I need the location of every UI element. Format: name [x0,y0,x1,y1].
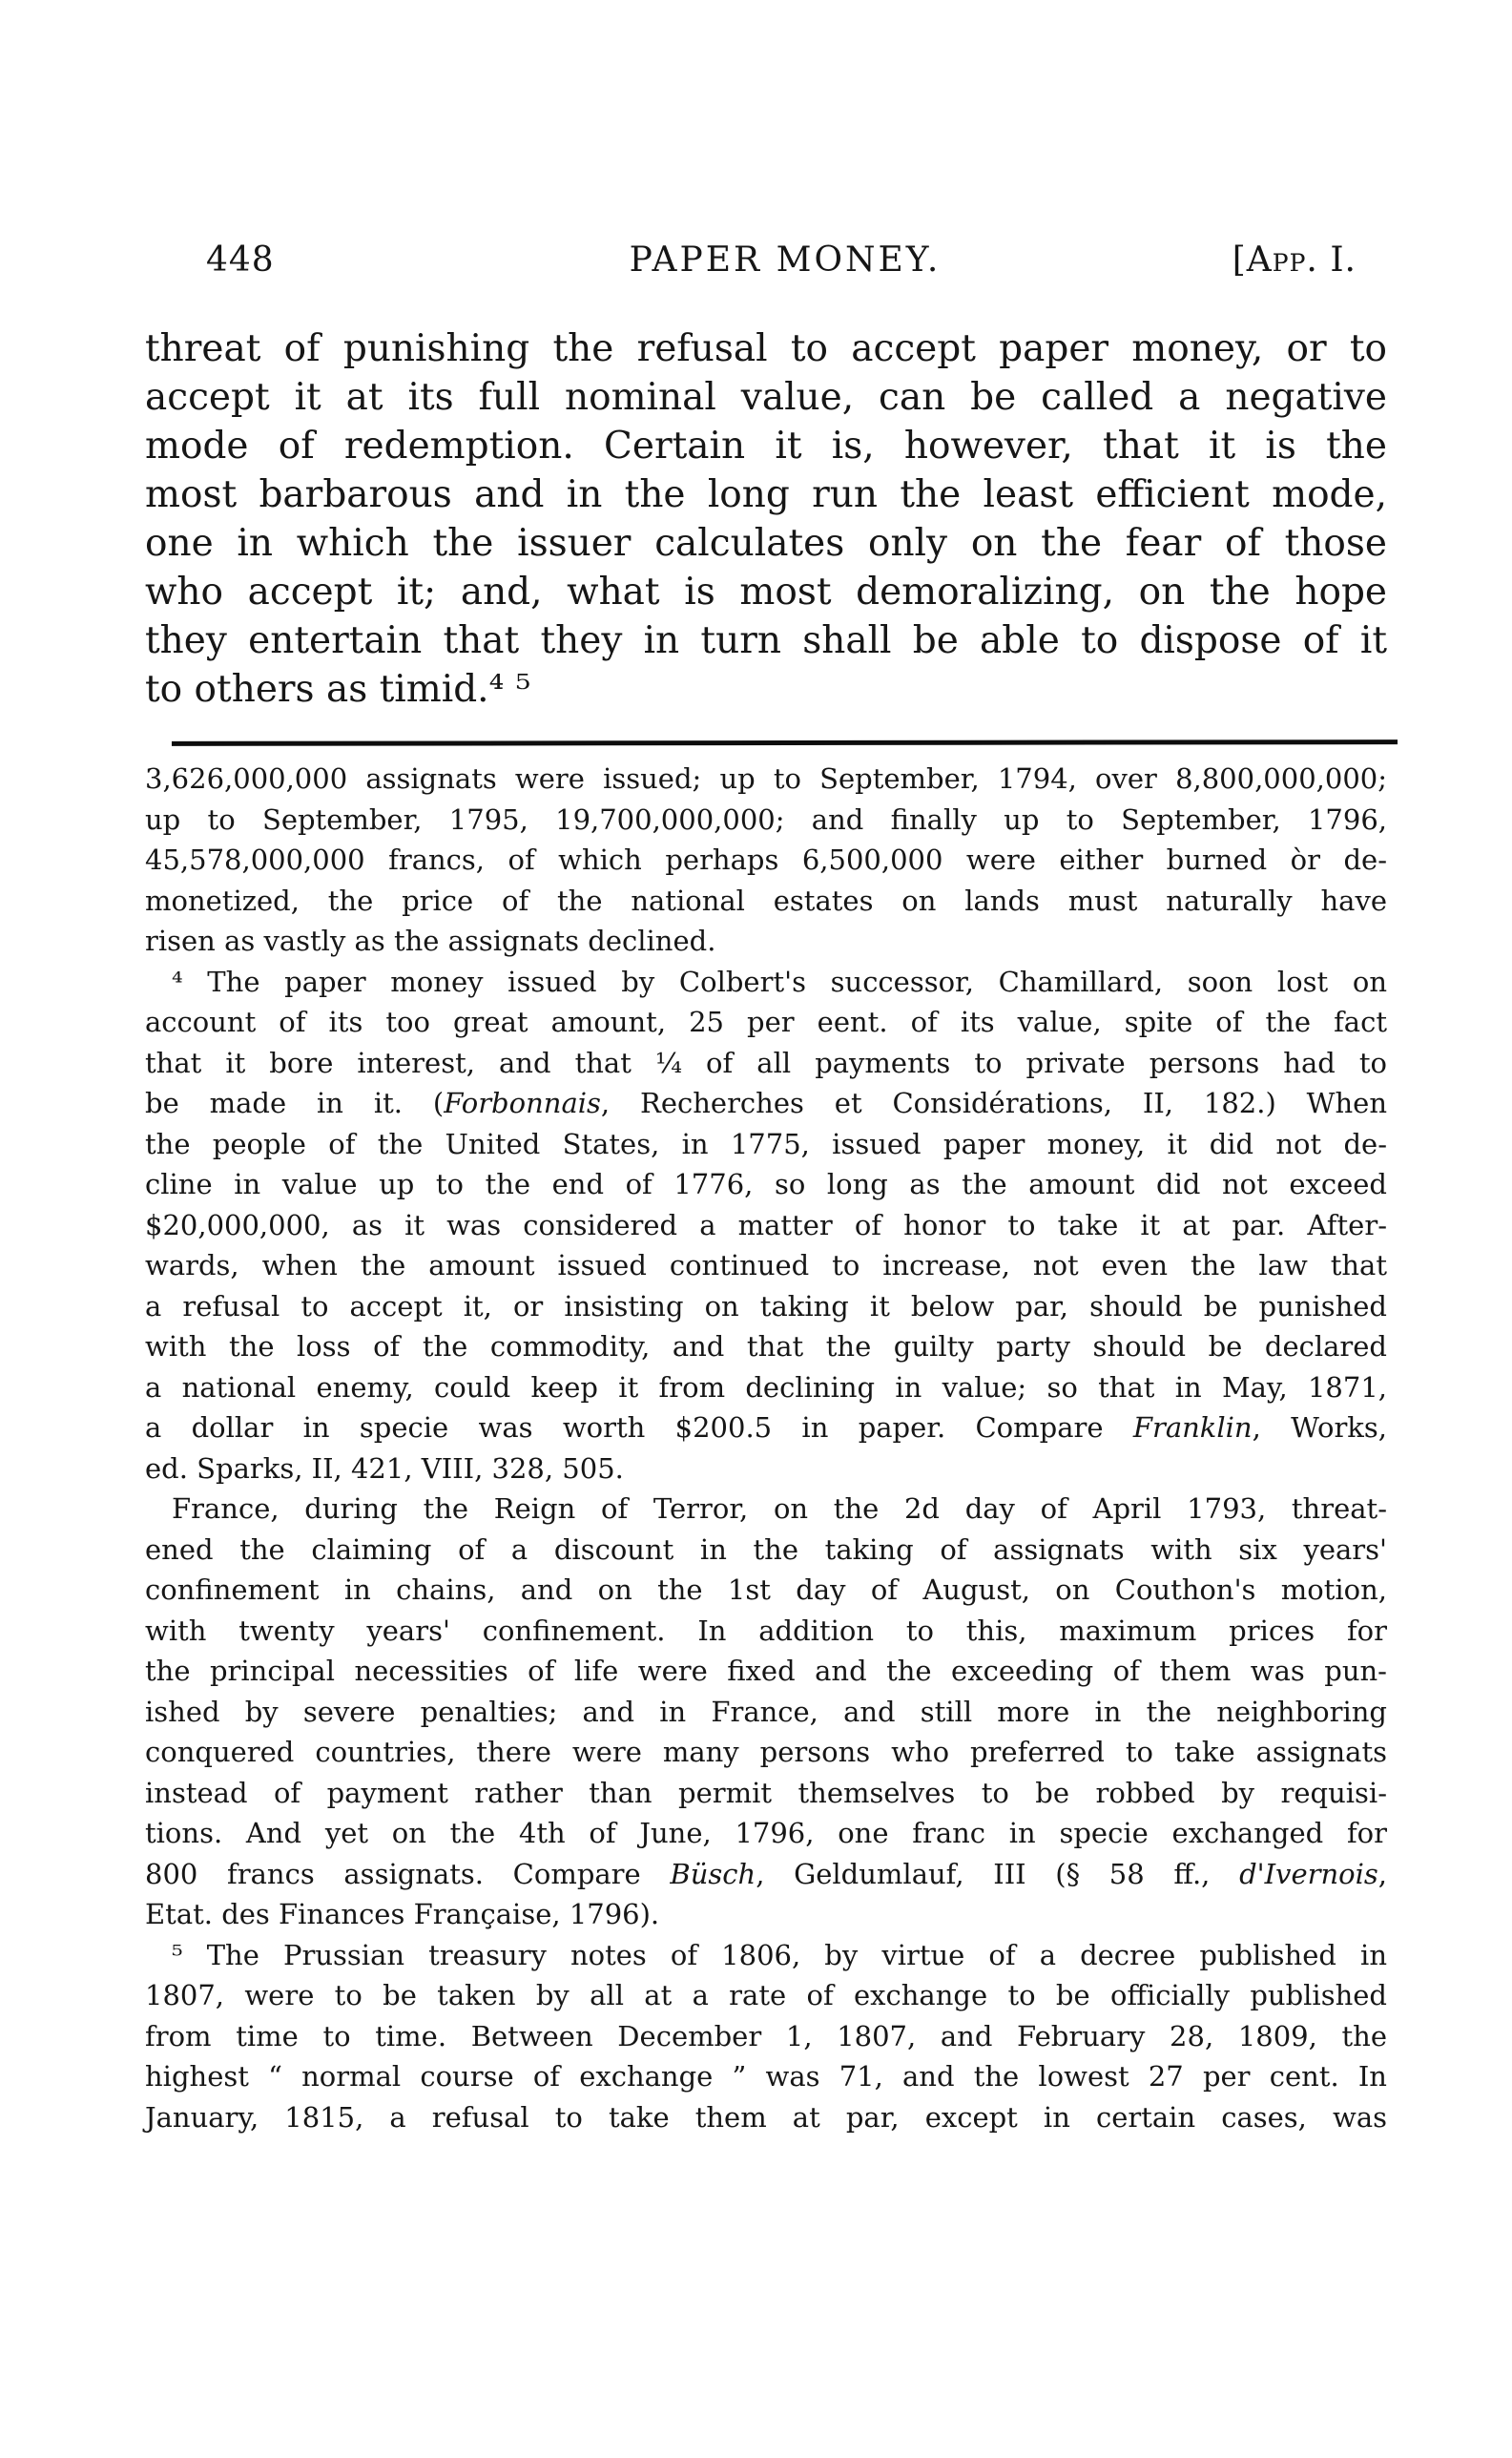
text-line: most barbarous and in the long run the least efficient mode, [145,473,1387,516]
page-number: 448 [206,240,275,280]
running-header [145,240,1387,288]
section-reference: [App. I. [1232,240,1357,280]
text-line: they entertain that they in turn shall be able to dispose of it [145,619,1387,662]
text-line: a refusal to accept it, or insisting on taking it below par, should be punished [145,1289,1387,1323]
text-line: a dollar in specie was worth $200.5 in paper. Compare Franklin, Works, [145,1411,1387,1444]
text-line: 800 francs assignats. Compare Büsch, Geldumlauf, III (§ 58 ff., d'Ivernois, [145,1857,1387,1890]
text-line: highest “ normal course of exchange ” was 71, and the lowest 27 per cent. In [145,2060,1387,2093]
text-line: threat of punishing the refusal to accept paper money, or to [145,327,1387,370]
text-line: ed. Sparks, II, 421, VIII, 328, 505. [145,1451,624,1485]
text-line: January, 1815, a refusal to take them at par, except in certain cases, was [145,2100,1387,2134]
text-line: one in which the issuer calculates only on the fear of those [145,522,1387,565]
text-line: mode of redemption. Certain it is, however, that it is the [145,425,1387,468]
text-line: with the loss of the commodity, and that the guilty party should be declared [145,1330,1387,1363]
text-line: confinement in chains, and on the 1st day of August, on Couthon's motion, [145,1573,1387,1606]
text-line: who accept it; and, what is most demoralizing, on the hope [145,571,1387,614]
footnote-paragraph [145,1489,1387,1935]
text-line: the people of the United States, in 1775, issued paper money, it did not de- [145,1127,1387,1160]
text-line: cline in value up to the end of 1776, so long as the amount did not exceed [145,1168,1387,1200]
footnote-paragraph [145,962,1387,1489]
text-line: ished by severe penalties; and in France, and still more in the neighboring [145,1695,1387,1728]
main-paragraph [145,324,1387,714]
text-line: France, during the Reign of Terror, on the 2d day of April 1793, threat- [172,1492,1387,1525]
footnote-paragraph [145,759,1387,962]
text-line: up to September, 1795, 19,700,000,000; and finally up to September, 1796, [145,802,1387,836]
text-line: risen as vastly as the assignats declined. [145,925,716,957]
text-line: 1807, were to be taken by all at a rate of exchange to be officially published [145,1979,1387,2011]
text-line: 45,578,000,000 francs, of which perhaps 6,500,000 were either burned òr de- [145,844,1387,876]
text-line: ⁴ The paper money issued by Colbert's successor, Chamillard, soon lost on [172,965,1387,998]
text-line: instead of payment rather than permit themselves to be robbed by requisi- [145,1776,1387,1809]
text-line: a national enemy, could keep it from declining in value; so that in May, 1871, [145,1370,1387,1404]
text-line: ened the claiming of a discount in the taking of assignats with six years' [145,1532,1387,1566]
text-line: with twenty years' confinement. In addition to this, maximum prices for [145,1614,1387,1647]
text-line: wards, when the amount issued continued to increase, not even the law that [145,1249,1387,1281]
footnote-paragraph [145,1935,1387,2138]
footnotes-block [145,759,1387,2137]
text-line: to others as timid.⁴ ⁵ [145,668,531,711]
text-line: the principal necessities of life were fixed and the exceeding of them was pun- [145,1655,1387,1687]
text-line: be made in it. (Forbonnais, Recherches et Considérations, II, 182.) When [145,1087,1387,1119]
footnote-separator-rule [172,739,1398,746]
text-line: 3,626,000,000 assignats were issued; up to September, 1794, over 8,800,000,000; [145,762,1387,795]
text-line: monetized, the price of the national estates on lands must naturally have [145,884,1387,917]
text-line: conquered countries, there were many persons who preferred to take assignats [145,1736,1387,1768]
text-line: ⁵ The Prussian treasury notes of 1806, by virtue of a decree published in [172,1938,1387,1971]
running-title: PAPER MONEY. [629,240,942,280]
text-line: account of its too great amount, 25 per eent. of its value, spite of the fact [145,1006,1387,1038]
text-line: tions. And yet on the 4th of June, 1796, one franc in specie exchanged for [145,1817,1387,1849]
text-line: Etat. des Finances Française, 1796). [145,1898,660,1930]
text-line: that it bore interest, and that ¼ of all payments to private persons had to [145,1046,1387,1079]
text-line: accept it at its full nominal value, can be called a negative [145,376,1387,419]
text-line: $20,000,000, as it was considered a matter of honor to take it at par. After- [145,1208,1387,1241]
text-line: from time to time. Between December 1, 1807, and February 28, 1809, the [145,2019,1387,2052]
